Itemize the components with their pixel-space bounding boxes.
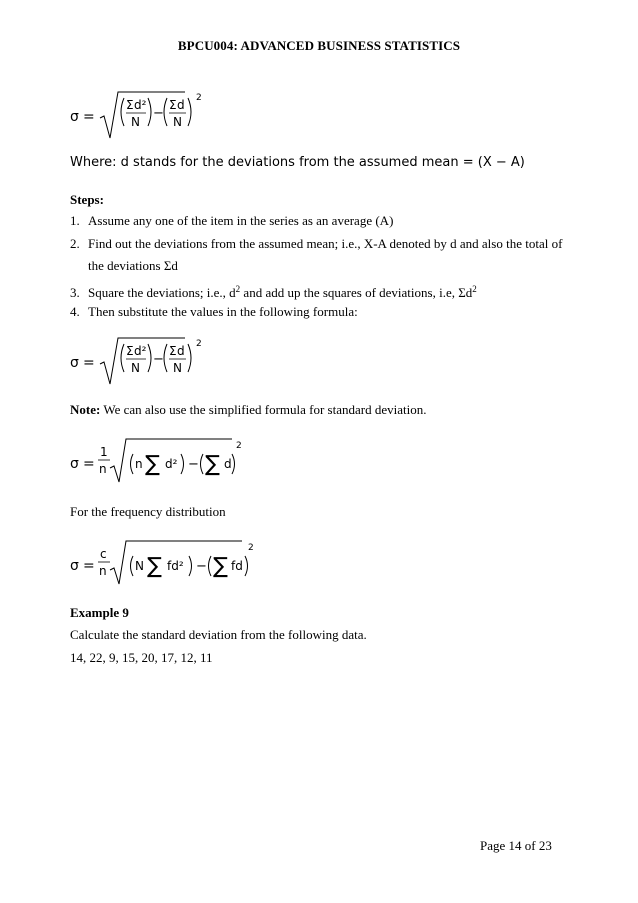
numerator-c: c (100, 547, 107, 561)
fd-squared: fd² (167, 559, 184, 573)
example-heading: Example 9 (70, 605, 129, 620)
step-text: Square the deviations; i.e., d (88, 285, 236, 300)
where-line: Where: d stands for the deviations from the assumed mean = (X − A) (70, 155, 525, 170)
left-paren (164, 98, 167, 126)
sigma-symbol: σ (70, 109, 79, 125)
equals-sign: = (83, 558, 95, 574)
minus-sign: − (153, 352, 164, 367)
right-paren (148, 344, 151, 372)
summation-sign: ∑ (205, 452, 220, 477)
step-item (70, 304, 358, 320)
sum-symbol: Σ (169, 344, 177, 358)
summation-sign: ∑ (145, 452, 160, 477)
denominator-n: N (173, 115, 182, 129)
step-continuation: the deviations Σd (88, 258, 178, 273)
step-item (70, 236, 562, 252)
formula-sd-assumed-mean-2 (70, 334, 220, 390)
left-paren (131, 454, 134, 474)
step-text: Assume any one of the item in the series as an average (A) (88, 213, 394, 228)
right-paren (181, 454, 184, 474)
left-paren (121, 98, 124, 126)
denominator-n: n (99, 564, 107, 578)
denominator-n: N (173, 361, 182, 375)
step-number: 1. (70, 213, 80, 228)
right-paren (232, 454, 235, 474)
sum-symbol: Σ (126, 344, 134, 358)
left-paren (131, 556, 134, 576)
denominator-n: N (131, 115, 140, 129)
left-paren (121, 344, 124, 372)
step-item (70, 281, 477, 301)
numerator-d-squared: d² (134, 98, 147, 112)
denominator-n: n (99, 462, 107, 476)
left-paren (209, 556, 212, 576)
exponent: 2 (196, 93, 202, 103)
sigma-symbol: σ (70, 355, 79, 371)
step-text: and add up the squares of deviations, i.e, Σd (240, 285, 473, 300)
step-item (70, 213, 393, 229)
sum-symbol: Σ (126, 98, 134, 112)
note-line (70, 402, 426, 418)
equals-sign: = (83, 456, 95, 472)
right-paren (188, 98, 191, 126)
formula-sd-simplified (70, 434, 245, 488)
right-paren (245, 556, 248, 576)
page-number: Page 14 of 23 (480, 838, 552, 853)
sigma-symbol: σ (70, 456, 79, 472)
variable-fd: fd (231, 559, 243, 573)
formula-sd-assumed-mean-1 (70, 88, 220, 144)
superscript: 2 (235, 284, 241, 294)
right-paren (148, 98, 151, 126)
step-text: Then substitute the values in the following formula: (88, 304, 358, 319)
minus-sign: − (196, 559, 207, 574)
summation-sign: ∑ (213, 554, 228, 579)
exponent: 2 (236, 441, 242, 451)
exponent: 2 (248, 543, 254, 553)
note-label: Note: (70, 402, 101, 417)
frequency-line: For the frequency distribution (70, 504, 226, 519)
note-text: We can also use the simplified formula for standard deviation. (100, 402, 427, 417)
minus-sign: − (153, 106, 164, 121)
step-number: 2. (70, 236, 80, 251)
numerator-d: d (177, 344, 185, 358)
numerator-d: d (177, 98, 185, 112)
left-paren (164, 344, 167, 372)
exponent: 2 (196, 339, 202, 349)
minus-sign: − (188, 457, 199, 472)
equals-sign: = (83, 109, 95, 125)
sigma-symbol: σ (70, 558, 79, 574)
variable-n: n (135, 457, 143, 471)
example-data: 14, 22, 9, 15, 20, 17, 12, 11 (70, 650, 213, 665)
step-number: 3. (70, 285, 80, 300)
denominator-n: N (131, 361, 140, 375)
sum-symbol: Σ (169, 98, 177, 112)
superscript: 2 (472, 284, 477, 294)
variable-n: N (135, 559, 144, 573)
d-squared: d² (165, 457, 178, 471)
formula-sd-frequency (70, 536, 255, 590)
variable-d: d (224, 457, 232, 471)
right-paren (188, 344, 191, 372)
step-number: 4. (70, 304, 80, 319)
steps-heading: Steps: (70, 192, 104, 207)
numerator-d-squared: d² (134, 344, 147, 358)
left-paren (201, 454, 204, 474)
step-text: Find out the deviations from the assumed mean; i.e., X-A denoted by d and also the total of (88, 236, 563, 251)
page-header: BPCU004: ADVANCED BUSINESS STATISTICS (177, 38, 461, 53)
example-prompt: Calculate the standard deviation from the following data. (70, 627, 367, 642)
right-paren (189, 556, 192, 576)
summation-sign: ∑ (147, 554, 162, 579)
numerator-one: 1 (100, 445, 108, 459)
equals-sign: = (83, 355, 95, 371)
